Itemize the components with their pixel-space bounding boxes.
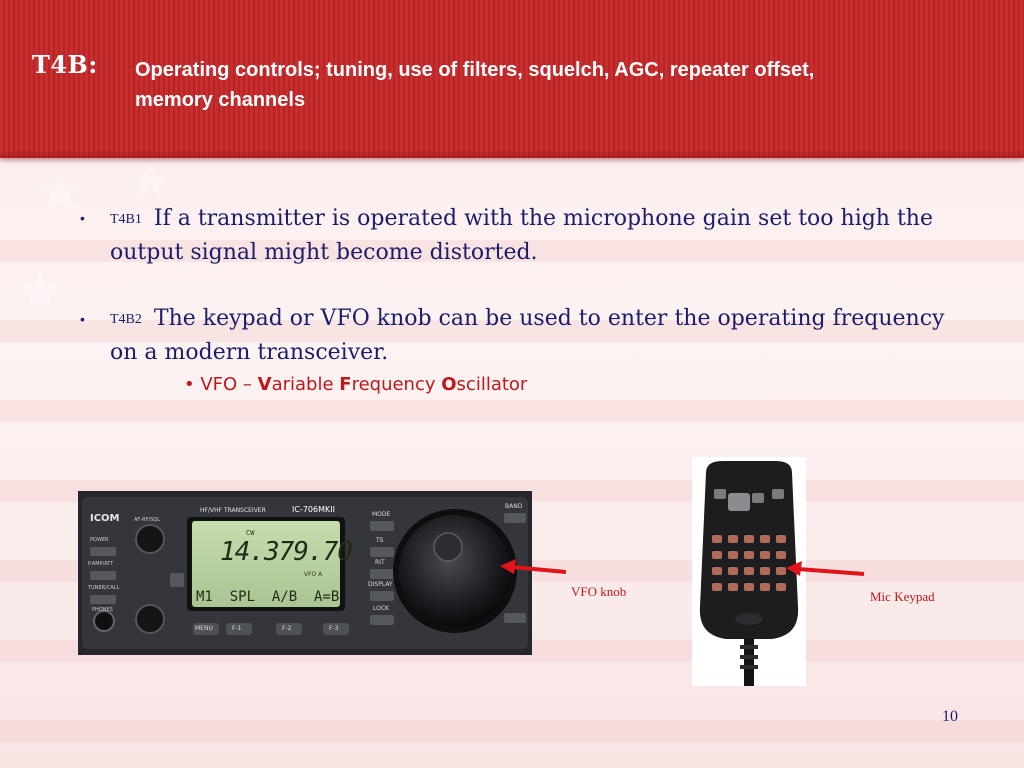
title-bar	[0, 0, 1024, 158]
bullet-text: The keypad or VFO knob can be used to enter the operating frequency on a modern transceiver.	[110, 306, 945, 365]
display-button-label: DISPLAY	[368, 581, 393, 588]
menu-button: MENU	[195, 625, 213, 632]
lcd-frequency: 14.379.70	[220, 537, 352, 567]
letter-v: V	[257, 374, 272, 395]
bullet-marker: •	[80, 210, 85, 226]
rit-button-label: RIT	[375, 559, 385, 566]
sub-bullet-marker: •	[184, 374, 195, 395]
radio-model: IC-706MKII	[292, 505, 335, 514]
question-code: T4B1	[110, 212, 142, 227]
word-variable: ariable	[271, 374, 340, 395]
phones-label: PHONES	[92, 607, 113, 613]
f1-button: F-1	[232, 625, 242, 632]
mic-keypad-arrow	[784, 560, 866, 580]
vfo-knob-arrow	[498, 556, 568, 582]
lock-button-label: LOCK	[373, 605, 389, 612]
band-button-label: BAND	[505, 503, 523, 510]
af-rf-label: AF-RF/SQL	[134, 517, 161, 523]
f3-button: F-3	[329, 625, 339, 632]
lcd-mode: CW	[246, 529, 255, 537]
bullet-text: If a transmitter is operated with the microphone gain set too high the output signal might become distorted.	[110, 206, 933, 265]
ts-button-label: TS	[376, 537, 384, 544]
section-code: T4B:	[32, 50, 98, 79]
letter-o: O	[441, 374, 457, 395]
tuner-label: TUNER/CALL	[88, 585, 120, 591]
transceiver-photo	[78, 491, 532, 655]
question-code: T4B2	[110, 312, 142, 327]
mic-keypad-label: Mic Keypad	[870, 589, 935, 604]
mode-button-label: MODE	[372, 511, 391, 518]
radio-top-label: HF/VHF TRANSCEIVER	[200, 507, 266, 514]
brand-logo: ICOM	[90, 513, 120, 524]
word-frequency: requency	[351, 374, 442, 395]
bullet-item	[110, 202, 970, 270]
page-number: 10	[942, 708, 958, 725]
slide-title: Operating controls; tuning, use of filters, squelch, AGC, repeater offset, memory channels	[135, 59, 815, 111]
sub-bullet-prefix: VFO –	[200, 374, 258, 395]
vfo-knob-label: VFO knob	[571, 584, 627, 599]
word-oscillator: scillator	[456, 374, 528, 395]
lcd-vfo-label: VFO A	[304, 571, 323, 578]
bullet-item	[110, 302, 970, 370]
lcd-bottom-row: M1 SPL A/B A=B	[196, 589, 340, 605]
power-label: POWER	[90, 537, 109, 543]
sub-bullet	[184, 374, 527, 395]
f2-button: F-2	[282, 625, 292, 632]
pamp-label: P.AMP/ATT	[88, 561, 114, 567]
letter-f: F	[339, 374, 352, 395]
bullet-marker: •	[80, 311, 85, 327]
